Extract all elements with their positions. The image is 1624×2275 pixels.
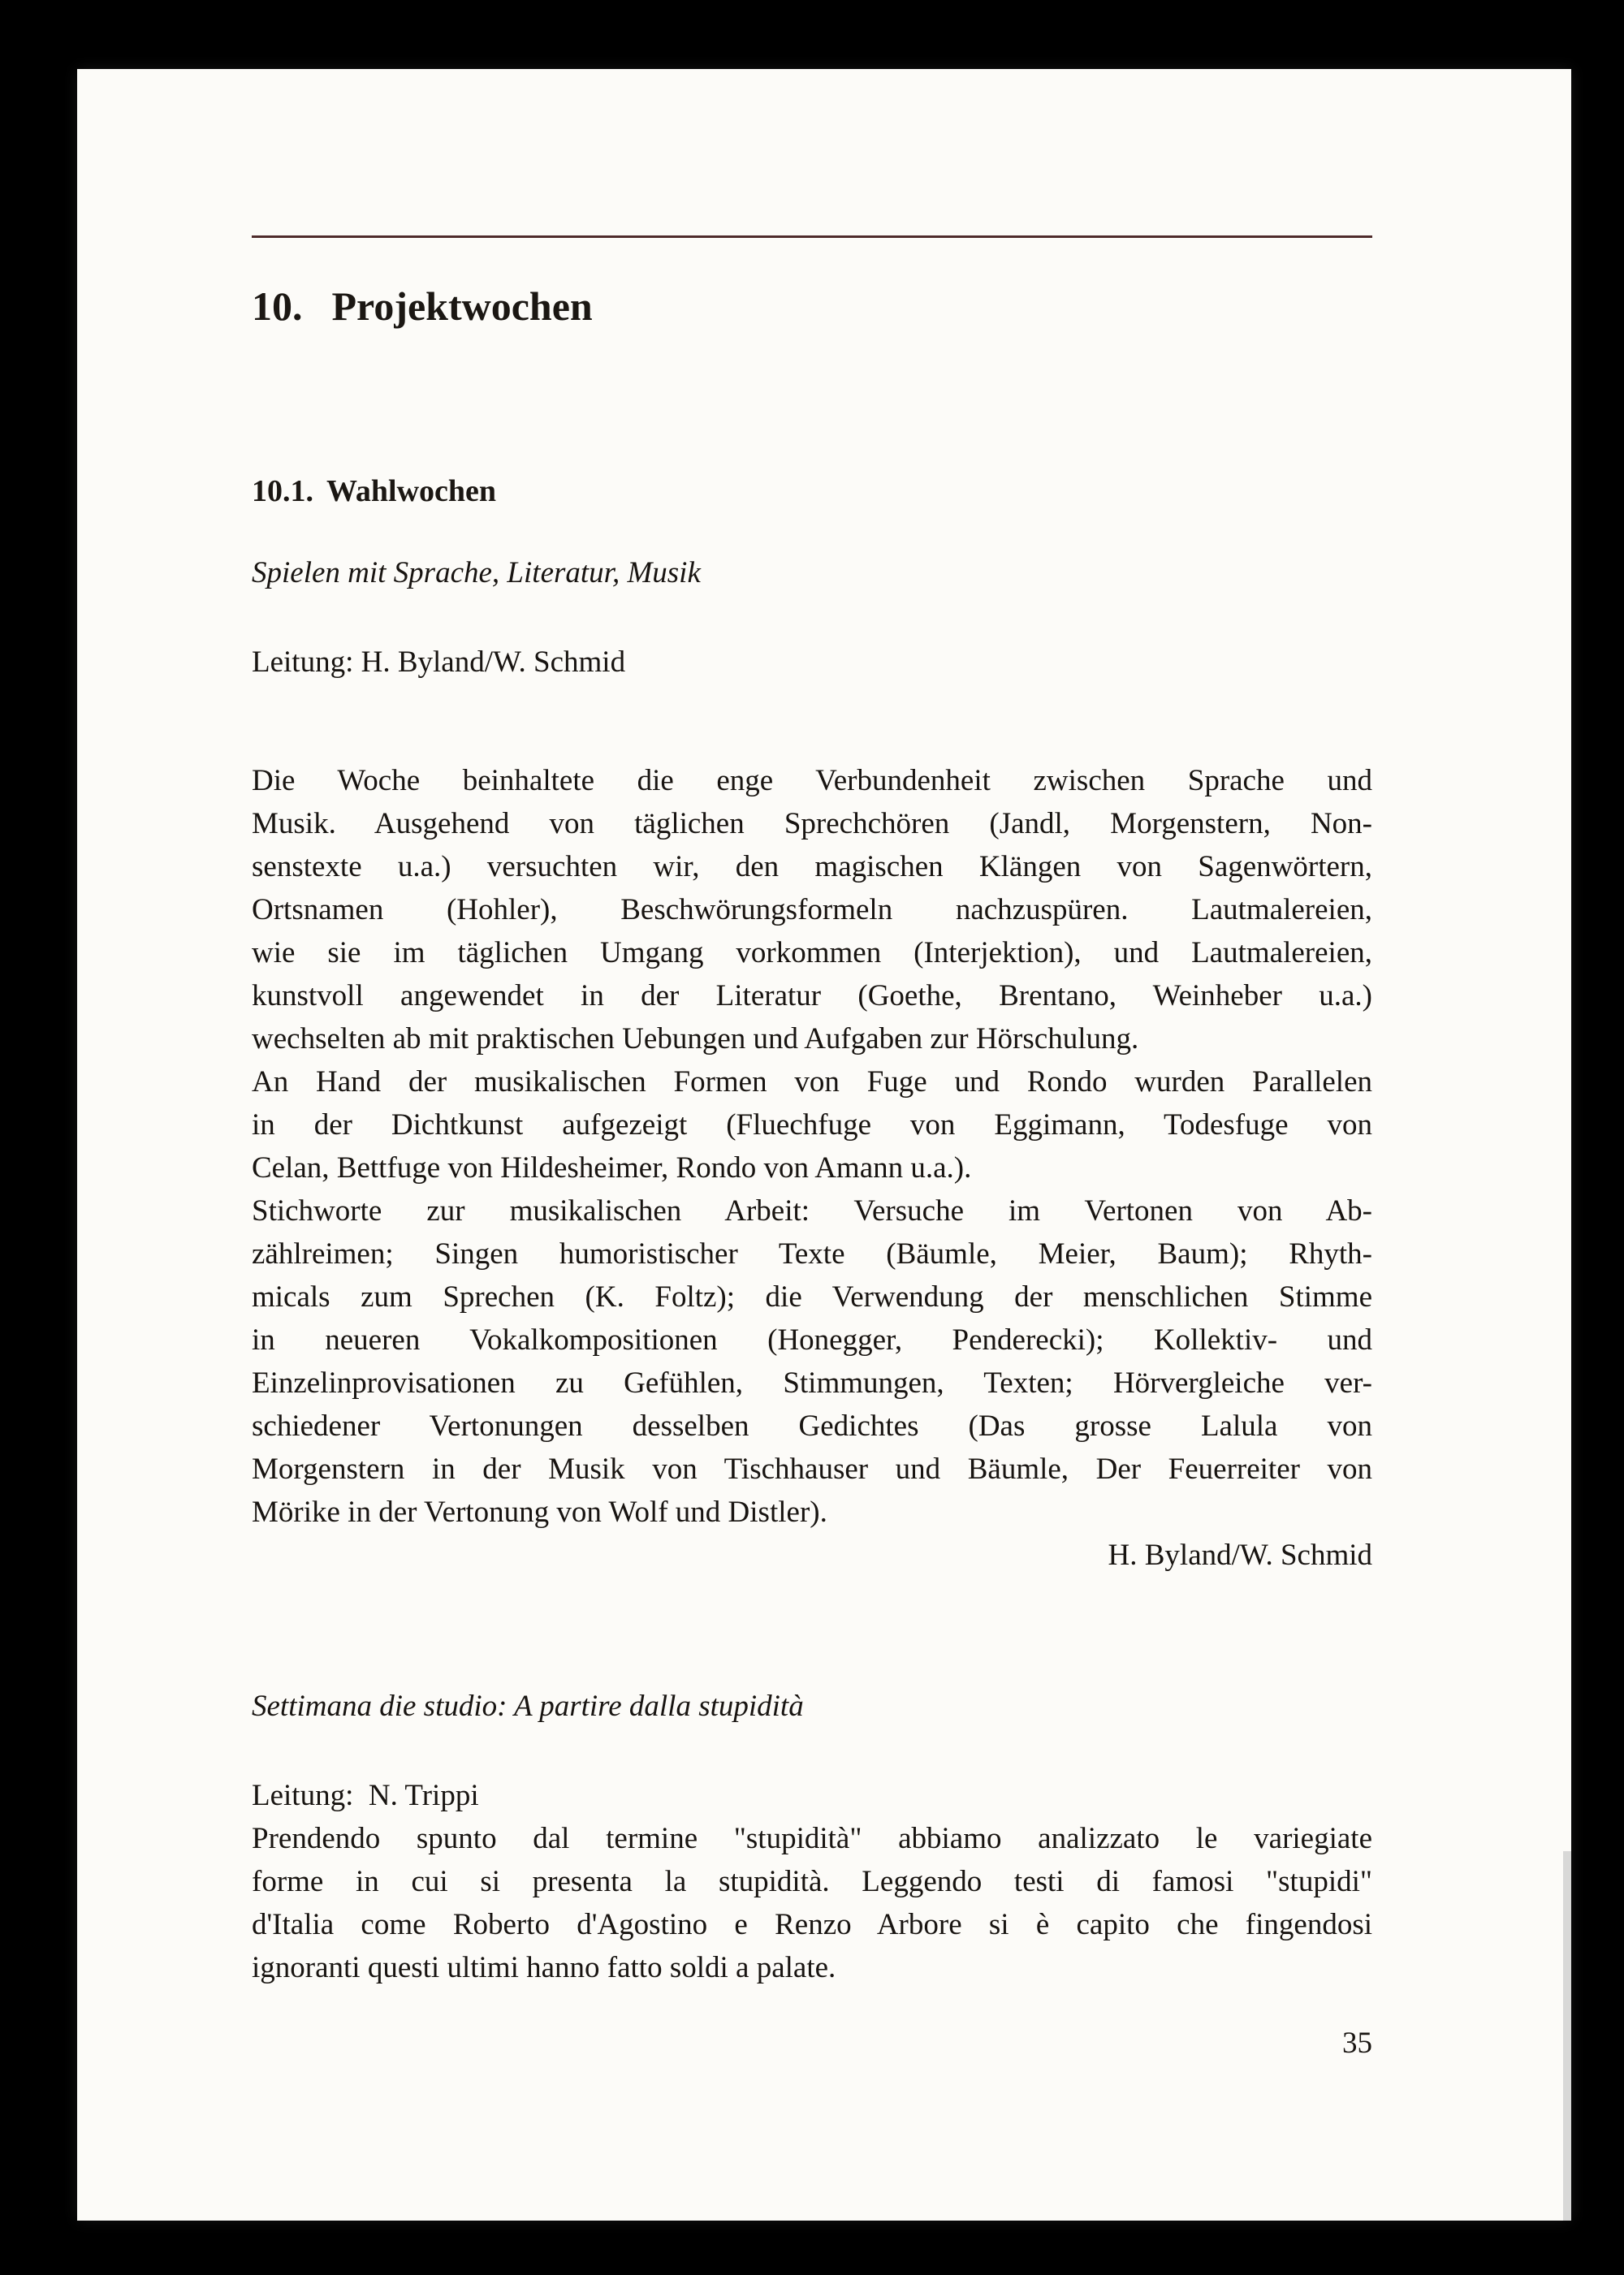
second-section-title: Settimana die studio: A partire dalla stupidità	[252, 1690, 804, 1724]
text-line: senstexte u.a.) versuchten wir, den magischen Klängen von Sagenwörtern,	[252, 850, 1372, 884]
section-heading	[252, 473, 1372, 508]
text-line: Einzelinprovisationen zu Gefühlen, Stimmungen, Texten; Hörvergleiche ver-	[252, 1366, 1372, 1401]
text-line: schiedener Vertonungen desselben Gedichtes (Das grosse Lalula von	[252, 1409, 1372, 1444]
chapter-title: Projektwochen	[331, 283, 593, 329]
section-title: Wahlwochen	[326, 473, 497, 508]
scanned-page	[77, 69, 1571, 2221]
text-line: An Hand der musikalischen Formen von Fuge und Rondo wurden Parallelen	[252, 1065, 1372, 1099]
second-section-body	[252, 1817, 1372, 1989]
section-number: 10.1.	[252, 473, 313, 508]
text-line: Morgenstern in der Musik von Tischhauser und Bäumle, Der Feuerreiter von	[252, 1453, 1372, 1487]
text-line: d'Italia come Roberto d'Agostino e Renzo Arbore si è capito che fingendosi	[252, 1908, 1372, 1942]
chapter-heading	[252, 285, 1372, 328]
text-line: Celan, Bettfuge von Hildesheimer, Rondo von Amann u.a.).	[252, 1151, 972, 1185]
second-section-leader: Leitung: N. Trippi	[252, 1779, 479, 1813]
paragraph	[252, 759, 1372, 1060]
page-content	[252, 69, 1372, 2061]
body-text	[252, 759, 1372, 1534]
text-line: ignoranti questi ultimi hanno fatto soldi a palate.	[252, 1951, 836, 1985]
text-line: Musik. Ausgehend von täglichen Sprechchören (Jandl, Morgenstern, Non-	[252, 807, 1372, 841]
text-line: micals zum Sprechen (K. Foltz); die Verwendung der menschlichen Stimme	[252, 1280, 1372, 1314]
page-number: 35	[1342, 2027, 1372, 2061]
paragraph	[252, 1060, 1372, 1189]
signature: H. Byland/W. Schmid	[1108, 1539, 1372, 1573]
text-line: forme in cui si presenta la stupidità. Leggendo testi di famosi "stupidi"	[252, 1865, 1372, 1899]
paragraph	[252, 1189, 1372, 1534]
text-line: Die Woche beinhaltete die enge Verbundenheit zwischen Sprache und	[252, 764, 1372, 798]
text-line: Mörike in der Vertonung von Wolf und Distler).	[252, 1496, 827, 1530]
course-leader: Leitung: H. Byland/W. Schmid	[252, 645, 626, 680]
paragraph	[252, 1817, 1372, 1989]
text-line: in neueren Vokalkompositionen (Honegger, Penderecki); Kollektiv- und	[252, 1323, 1372, 1358]
text-line: wechselten ab mit praktischen Uebungen und Aufgaben zur Hörschulung.	[252, 1022, 1139, 1056]
course-subtitle: Spielen mit Sprache, Literatur, Musik	[252, 556, 701, 590]
top-rule	[252, 235, 1372, 238]
text-line: Ortsnamen (Hohler), Beschwörungsformeln nachzuspüren. Lautmalereien,	[252, 893, 1372, 927]
text-line: in der Dichtkunst aufgezeigt (Fluechfuge von Eggimann, Todesfuge von	[252, 1108, 1372, 1142]
text-line: kunstvoll angewendet in der Literatur (Goethe, Brentano, Weinheber u.a.)	[252, 979, 1372, 1013]
scan-edge-artifact	[1563, 1851, 1571, 2221]
text-line: zählreimen; Singen humoristischer Texte (Bäumle, Meier, Baum); Rhyth-	[252, 1237, 1372, 1271]
text-line: wie sie im täglichen Umgang vorkommen (Interjektion), und Lautmalereien,	[252, 936, 1372, 970]
chapter-number: 10.	[252, 283, 303, 329]
text-line: Stichworte zur musikalischen Arbeit: Versuche im Vertonen von Ab-	[252, 1194, 1372, 1228]
text-line: Prendendo spunto dal termine "stupidità" abbiamo analizzato le variegiate	[252, 1822, 1372, 1856]
